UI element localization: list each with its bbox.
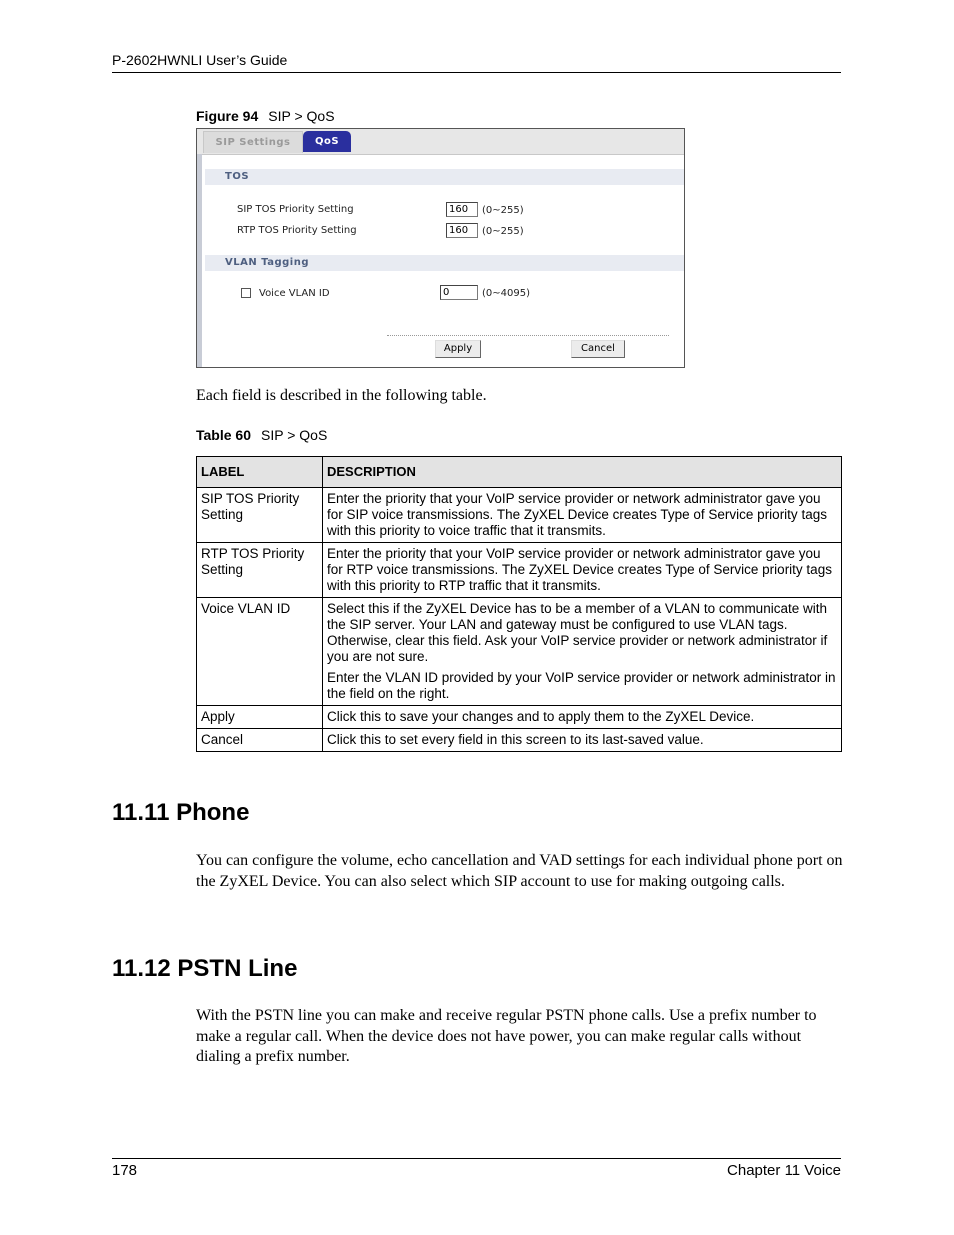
running-header: P-2602HWNLI User’s Guide bbox=[112, 52, 288, 68]
column-header-description: DESCRIPTION bbox=[323, 457, 842, 488]
sip-tos-input[interactable]: 160 bbox=[446, 202, 478, 217]
table-caption-text: SIP > QoS bbox=[261, 427, 328, 443]
tab-bar bbox=[197, 129, 684, 155]
description-paragraph: Select this if the ZyXEL Device has to be a member of a VLAN to communicate with the SIP server. Your LAN and gateway must be configured to use VLAN tags. Otherwise, clear this field. Ask your VoIP service provider or network administrator if you are not sure. bbox=[327, 601, 828, 664]
table-row bbox=[197, 488, 842, 543]
table-row bbox=[197, 729, 842, 752]
row-description bbox=[323, 729, 842, 752]
row-description bbox=[323, 488, 842, 543]
cancel-button[interactable]: Cancel bbox=[571, 340, 625, 358]
tab-qos[interactable]: QoS bbox=[303, 131, 351, 152]
header-rule bbox=[112, 72, 841, 73]
section-heading-pstn: 11.12 PSTN Line bbox=[112, 955, 298, 982]
table-row bbox=[197, 598, 842, 706]
voice-vlan-range: (0~4095) bbox=[482, 288, 530, 299]
table-caption-label: Table 60 bbox=[196, 427, 251, 443]
description-paragraph: Enter the priority that your VoIP service provider or network administrator gave you for SIP voice transmissions. The ZyXEL Device creates Type of Service priority tags with this priority to voice traffic that it transmits. bbox=[327, 491, 827, 538]
row-label: RTP TOS Priority Setting bbox=[197, 543, 323, 598]
section-heading-phone: 11.11 Phone bbox=[112, 799, 250, 826]
rtp-tos-range: (0~255) bbox=[482, 226, 524, 237]
footer-rule bbox=[112, 1158, 841, 1159]
description-paragraph: Click this to set every field in this screen to its last-saved value. bbox=[327, 732, 704, 747]
apply-button[interactable]: Apply bbox=[435, 340, 481, 358]
page-number: 178 bbox=[112, 1162, 138, 1179]
row-description bbox=[323, 706, 842, 729]
panel-left-border bbox=[197, 154, 202, 367]
tab-sip-settings[interactable]: SIP Settings bbox=[203, 131, 303, 153]
figure-caption-text: SIP > QoS bbox=[268, 108, 335, 124]
field-description-table bbox=[196, 456, 842, 752]
sip-tos-range: (0~255) bbox=[482, 205, 524, 216]
row-description bbox=[323, 543, 842, 598]
section-text-pstn: With the PSTN line you can make and receive regular PSTN phone calls. Use a prefix number to make a regular call. When the device does not have power, you can make regular calls without dialing a prefix number. bbox=[196, 1007, 817, 1065]
column-header-label: LABEL bbox=[197, 457, 323, 488]
table-caption bbox=[196, 427, 327, 443]
description-paragraph: Enter the VLAN ID provided by your VoIP service provider or network administrator in the field on the right. bbox=[327, 670, 836, 701]
rtp-tos-label: RTP TOS Priority Setting bbox=[237, 225, 357, 236]
figure-caption-label: Figure 94 bbox=[196, 108, 259, 124]
qos-screenshot bbox=[196, 128, 685, 368]
table-row bbox=[197, 706, 842, 729]
description-paragraph: Click this to save your changes and to apply them to the ZyXEL Device. bbox=[327, 709, 755, 724]
section-text-phone: You can configure the volume, echo cancellation and VAD settings for each individual phone port on the ZyXEL Device. You can also select which SIP account to use for making outgoing calls. bbox=[196, 852, 843, 890]
row-label: SIP TOS Priority Setting bbox=[197, 488, 323, 543]
table-row bbox=[197, 543, 842, 598]
table-header-row bbox=[197, 457, 842, 488]
description-paragraph: Enter the priority that your VoIP service provider or network administrator gave you for RTP voice transmissions. The ZyXEL Device creates Type of Service priority tags with this priority to RTP traffic that it transmits. bbox=[327, 546, 832, 593]
row-label: Voice VLAN ID bbox=[197, 598, 323, 706]
voice-vlan-input[interactable]: 0 bbox=[440, 285, 478, 300]
sip-tos-label: SIP TOS Priority Setting bbox=[237, 204, 354, 215]
row-label: Cancel bbox=[197, 729, 323, 752]
intro-text: Each field is described in the following table. bbox=[196, 387, 487, 404]
row-label: Apply bbox=[197, 706, 323, 729]
rtp-tos-input[interactable]: 160 bbox=[446, 223, 478, 238]
voice-vlan-checkbox[interactable] bbox=[241, 288, 251, 298]
voice-vlan-label: Voice VLAN ID bbox=[259, 288, 330, 299]
figure-caption bbox=[196, 108, 335, 124]
row-description bbox=[323, 598, 842, 706]
button-divider bbox=[387, 335, 669, 336]
vlan-section-header: VLAN Tagging bbox=[205, 255, 684, 271]
chapter-title: Chapter 11 Voice bbox=[727, 1162, 841, 1179]
tos-section-header: TOS bbox=[205, 169, 684, 185]
